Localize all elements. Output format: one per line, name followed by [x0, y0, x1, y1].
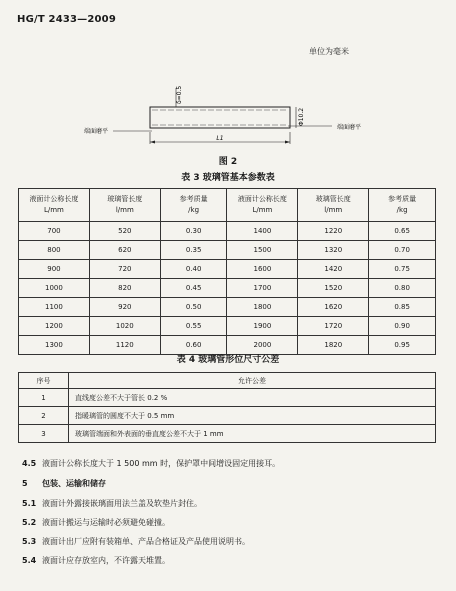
table-row — [19, 241, 436, 260]
table-cell: 指暖璃管的圆度不大于 0.5 mm — [69, 407, 436, 425]
table-cell: 1300 — [19, 336, 90, 355]
clause-text: 液面计应存放室内，不许露天堆置。 — [42, 556, 170, 565]
table-cell: 0.65 — [369, 222, 436, 241]
table-cell: 0.45 — [160, 279, 227, 298]
table-cell: 直线度公差不大于管长 0.2 % — [69, 389, 436, 407]
table-cell: 0.75 — [369, 260, 436, 279]
clause-paragraph — [22, 498, 202, 509]
clause-text: 液面计出厂应附有装箱单、产品合格证及产品使用说明书。 — [42, 537, 250, 546]
table3-header-cell: 参考质量 /kg — [369, 189, 436, 222]
table-cell: 0.95 — [369, 336, 436, 355]
length-arrow-left — [150, 141, 155, 144]
table-cell: 1720 — [298, 317, 369, 336]
table-cell: 520 — [89, 222, 160, 241]
right-end-label: 端面磨平 — [337, 124, 362, 131]
table-cell: 620 — [89, 241, 160, 260]
glass-tube-figure — [0, 58, 456, 153]
figure-caption: 图 2 — [218, 157, 238, 167]
clause-paragraph — [22, 517, 170, 528]
table-cell: 3 — [19, 425, 69, 443]
table-cell: 1120 — [89, 336, 160, 355]
table-cell: 0.40 — [160, 260, 227, 279]
table-cell: 玻璃管端面和外表面的垂直度公差不大于 1 mm — [69, 425, 436, 443]
clause-number: 5 — [22, 479, 28, 488]
clause-paragraph — [22, 458, 280, 469]
table3-header-row — [19, 189, 436, 222]
clause-text: 包装、运输和储存 — [42, 479, 106, 488]
table4-header-cell: 允许公差 — [69, 373, 436, 389]
table-cell: 1200 — [19, 317, 90, 336]
table-cell: 1800 — [227, 298, 298, 317]
table-row — [19, 279, 436, 298]
clause-paragraph — [22, 555, 170, 566]
table-cell: 920 — [89, 298, 160, 317]
table-cell: 1420 — [298, 260, 369, 279]
table-cell: 0.90 — [369, 317, 436, 336]
table-cell: 0.30 — [160, 222, 227, 241]
table-cell: 2000 — [227, 336, 298, 355]
table-cell: 1 — [19, 389, 69, 407]
length-arrow-right — [285, 141, 290, 144]
table-cell: 800 — [19, 241, 90, 260]
table-cell: 1220 — [298, 222, 369, 241]
table3-header-cell: 玻璃管长度 l/mm — [89, 189, 160, 222]
table3-header-cell: 参考质量 /kg — [160, 189, 227, 222]
clause-text: 液面计公称长度大于 1 500 mm 时，保护罩中间增设固定用接耳。 — [42, 459, 281, 468]
table-cell: 1100 — [19, 298, 90, 317]
table-cell: 1320 — [298, 241, 369, 260]
clause-text: 液面计搬运与运输时必须避免碰撞。 — [42, 518, 170, 527]
table-cell: 1000 — [19, 279, 90, 298]
diameter-dimension: Φ10.2 — [298, 107, 305, 126]
table-row — [19, 425, 436, 443]
table3-header-cell: 液面计公称长度 L/mm — [19, 189, 90, 222]
table-cell: 1620 — [298, 298, 369, 317]
clause-number: 5.2 — [22, 518, 37, 527]
table-cell: 1400 — [227, 222, 298, 241]
table-cell: 0.50 — [160, 298, 227, 317]
table-cell: 820 — [89, 279, 160, 298]
unit-note: 单位为毫米 — [309, 47, 349, 56]
clause-number: 5.1 — [22, 499, 37, 508]
table4-header-cell: 序号 — [19, 373, 69, 389]
table-cell: 1820 — [298, 336, 369, 355]
clause-number: 4.5 — [22, 459, 37, 468]
thickness-dimension: δ=0.5 — [176, 85, 183, 104]
table-cell: 700 — [19, 222, 90, 241]
table3-caption: 表 3 玻璃管基本参数表 — [181, 173, 275, 183]
table-row — [19, 407, 436, 425]
table-cell: 0.55 — [160, 317, 227, 336]
table3-header-cell: 玻璃管长度 l/mm — [298, 189, 369, 222]
clause-number: 5.3 — [22, 537, 37, 546]
table-row — [19, 260, 436, 279]
table-row — [19, 222, 436, 241]
table-row — [19, 298, 436, 317]
clause-paragraph — [22, 536, 250, 547]
document-header: HG/T 2433—2009 — [17, 14, 116, 25]
table-cell: 1020 — [89, 317, 160, 336]
table-cell: 0.80 — [369, 279, 436, 298]
clause-number: 5.4 — [22, 556, 37, 565]
table3-basic-parameters — [18, 188, 436, 355]
table4-header-row — [19, 373, 436, 389]
table-cell: 0.35 — [160, 241, 227, 260]
table-row — [19, 317, 436, 336]
table-cell: 720 — [89, 260, 160, 279]
table-cell: 1700 — [227, 279, 298, 298]
table-cell: 0.70 — [369, 241, 436, 260]
table-cell: 0.60 — [160, 336, 227, 355]
table-cell: 2 — [19, 407, 69, 425]
table3-header-cell: 液面计公称长度 L/mm — [227, 189, 298, 222]
left-end-label: 端面磨平 — [83, 128, 108, 135]
length-dimension: L1 — [216, 135, 224, 142]
table-cell: 1520 — [298, 279, 369, 298]
clause-text: 液面计外露接嵌璃面用法兰盖及软垫片封住。 — [42, 499, 202, 508]
table-cell: 1600 — [227, 260, 298, 279]
table-cell: 1500 — [227, 241, 298, 260]
table-cell: 900 — [19, 260, 90, 279]
table-row — [19, 389, 436, 407]
table-cell: 0.85 — [369, 298, 436, 317]
table-cell: 1900 — [227, 317, 298, 336]
clause-paragraph — [22, 478, 106, 489]
table4-form-tolerances — [18, 372, 436, 443]
table4-caption: 表 4 玻璃管形位尺寸公差 — [176, 355, 280, 365]
